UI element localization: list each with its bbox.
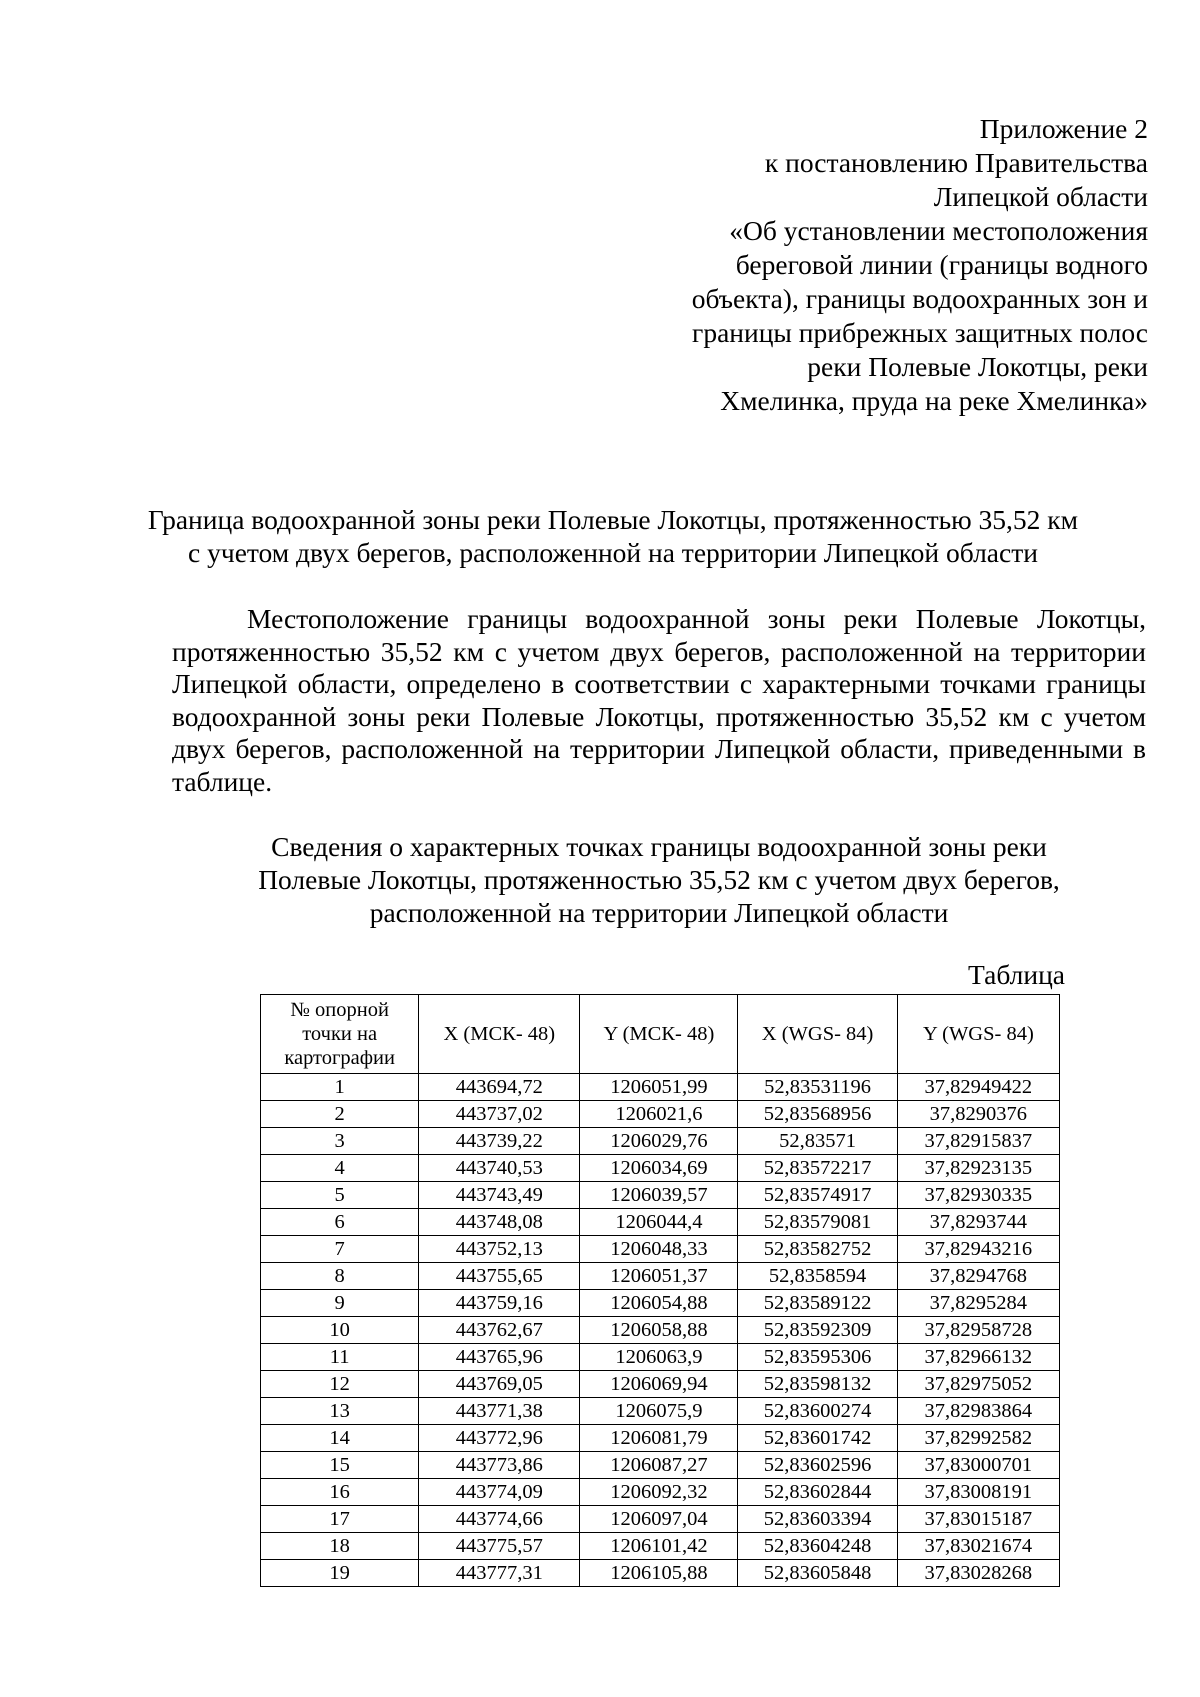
- caption-line-3: расположенной на территории Липецкой области: [369, 897, 949, 928]
- header-x-wgs: X (WGS- 84): [738, 995, 897, 1074]
- table-row: [261, 1317, 1060, 1344]
- cell-y-msk: 1206092,32: [580, 1479, 738, 1506]
- cell-y-wgs: 37,82983864: [897, 1398, 1059, 1425]
- cell-y-msk: 1206048,33: [580, 1236, 738, 1263]
- cell-y-wgs: 37,8294768: [897, 1263, 1059, 1290]
- cell-x-wgs: 52,83579081: [738, 1209, 897, 1236]
- heading-line-2: с учетом двух берегов, расположенной на территории Липецкой области: [188, 537, 1038, 568]
- cell-point-number: 9: [261, 1290, 419, 1317]
- table-row: [261, 1128, 1060, 1155]
- header-point-line: точки на: [302, 1023, 378, 1045]
- cell-point-number: 10: [261, 1317, 419, 1344]
- cell-y-wgs: 37,82930335: [897, 1182, 1059, 1209]
- cell-x-wgs: 52,83602596: [738, 1452, 897, 1479]
- appendix-line: Хмелинка, пруда на реке Хмелинка»: [720, 385, 1148, 416]
- cell-x-wgs: 52,83600274: [738, 1398, 897, 1425]
- cell-y-msk: 1206039,57: [580, 1182, 738, 1209]
- cell-y-msk: 1206044,4: [580, 1209, 738, 1236]
- table-row: [261, 1290, 1060, 1317]
- cell-x-msk: 443774,09: [419, 1479, 580, 1506]
- cell-x-wgs: 52,83601742: [738, 1425, 897, 1452]
- heading-line-1: Граница водоохранной зоны реки Полевые Локотцы, протяженностью 35,52 км: [147, 504, 1079, 535]
- cell-x-wgs: 52,8358594: [738, 1263, 897, 1290]
- table-row: [261, 1533, 1060, 1560]
- cell-y-msk: 1206051,99: [580, 1074, 738, 1101]
- appendix-line: Липецкой области: [933, 181, 1148, 212]
- cell-y-msk: 1206101,42: [580, 1533, 738, 1560]
- cell-x-msk: 443752,13: [419, 1236, 580, 1263]
- table-row: [261, 1452, 1060, 1479]
- cell-x-wgs: 52,83574917: [738, 1182, 897, 1209]
- cell-point-number: 3: [261, 1128, 419, 1155]
- cell-point-number: 11: [261, 1344, 419, 1371]
- cell-y-msk: 1206097,04: [580, 1506, 738, 1533]
- cell-x-wgs: 52,83604248: [738, 1533, 897, 1560]
- cell-x-msk: 443759,16: [419, 1290, 580, 1317]
- cell-x-msk: 443762,67: [419, 1317, 580, 1344]
- body-paragraph: Местоположение границы водоохранной зоны реки Полевые Локотцы, протяженностью 35,52 км с учетом двух берегов, расположенной на территории Липецкой области, определено в соответствии с характерными точками границы водоохранной зоны реки Полевые Локотцы, протяженностью 35,52 км с учетом двух берегов, расположенной на территории Липецкой области, приведенными в таблице.: [172, 603, 1146, 797]
- cell-y-wgs: 37,82923135: [897, 1155, 1059, 1182]
- cell-y-wgs: 37,8293744: [897, 1209, 1059, 1236]
- table-row: [261, 1209, 1060, 1236]
- cell-point-number: 12: [261, 1371, 419, 1398]
- cell-y-wgs: 37,82943216: [897, 1236, 1059, 1263]
- cell-y-wgs: 37,82966132: [897, 1344, 1059, 1371]
- cell-x-wgs: 52,83603394: [738, 1506, 897, 1533]
- document-heading: [80, 503, 1146, 569]
- cell-x-msk: 443740,53: [419, 1155, 580, 1182]
- cell-y-wgs: 37,83008191: [897, 1479, 1059, 1506]
- cell-point-number: 2: [261, 1101, 419, 1128]
- cell-x-wgs: 52,83595306: [738, 1344, 897, 1371]
- cell-y-wgs: 37,8295284: [897, 1290, 1059, 1317]
- table-label: Таблица: [968, 959, 1065, 990]
- cell-x-msk: 443772,96: [419, 1425, 580, 1452]
- table-row: [261, 1560, 1060, 1587]
- caption-line-2: Полевые Локотцы, протяженностью 35,52 км с учетом двух берегов,: [258, 864, 1060, 895]
- cell-x-msk: 443777,31: [419, 1560, 580, 1587]
- header-point-line: картографии: [284, 1047, 395, 1069]
- table-row: [261, 1074, 1060, 1101]
- cell-x-wgs: 52,83571: [738, 1128, 897, 1155]
- appendix-line: «Об установлении местоположения: [729, 215, 1148, 246]
- header-point-line: № опорной: [290, 999, 389, 1021]
- table-row: [261, 1371, 1060, 1398]
- table-row: [261, 1425, 1060, 1452]
- cell-y-msk: 1206054,88: [580, 1290, 738, 1317]
- cell-y-wgs: 37,82949422: [897, 1074, 1059, 1101]
- cell-x-msk: 443748,08: [419, 1209, 580, 1236]
- appendix-line: к постановлению Правительства: [764, 147, 1148, 178]
- cell-x-msk: 443755,65: [419, 1263, 580, 1290]
- cell-x-wgs: 52,83589122: [738, 1290, 897, 1317]
- cell-y-wgs: 37,8290376: [897, 1101, 1059, 1128]
- header-x-msk: X (МСК- 48): [419, 995, 580, 1074]
- table-row: [261, 1182, 1060, 1209]
- header-point-number: [261, 995, 419, 1074]
- table-row: [261, 1263, 1060, 1290]
- cell-y-msk: 1206029,76: [580, 1128, 738, 1155]
- cell-x-wgs: 52,83598132: [738, 1371, 897, 1398]
- cell-point-number: 19: [261, 1560, 419, 1587]
- cell-point-number: 4: [261, 1155, 419, 1182]
- cell-y-msk: 1206087,27: [580, 1452, 738, 1479]
- table-caption: [172, 830, 1146, 929]
- cell-x-wgs: 52,83592309: [738, 1317, 897, 1344]
- cell-point-number: 16: [261, 1479, 419, 1506]
- points-table: [260, 994, 1060, 1587]
- caption-line-1: Сведения о характерных точках границы водоохранной зоны реки: [271, 831, 1047, 862]
- cell-y-msk: 1206105,88: [580, 1560, 738, 1587]
- cell-x-wgs: 52,83572217: [738, 1155, 897, 1182]
- table-row: [261, 1101, 1060, 1128]
- cell-x-msk: 443775,57: [419, 1533, 580, 1560]
- cell-y-msk: 1206081,79: [580, 1425, 738, 1452]
- cell-x-msk: 443769,05: [419, 1371, 580, 1398]
- cell-y-msk: 1206075,9: [580, 1398, 738, 1425]
- cell-y-msk: 1206063,9: [580, 1344, 738, 1371]
- cell-point-number: 17: [261, 1506, 419, 1533]
- cell-x-msk: 443765,96: [419, 1344, 580, 1371]
- appendix-block: [588, 112, 1148, 418]
- cell-x-wgs: 52,83605848: [738, 1560, 897, 1587]
- cell-x-wgs: 52,83582752: [738, 1236, 897, 1263]
- table-row: [261, 1398, 1060, 1425]
- cell-y-wgs: 37,82975052: [897, 1371, 1059, 1398]
- cell-y-msk: 1206051,37: [580, 1263, 738, 1290]
- cell-point-number: 13: [261, 1398, 419, 1425]
- appendix-line: береговой линии (границы водного: [735, 249, 1148, 280]
- table-body: [261, 1074, 1060, 1587]
- cell-x-msk: 443771,38: [419, 1398, 580, 1425]
- cell-x-msk: 443737,02: [419, 1101, 580, 1128]
- cell-x-msk: 443743,49: [419, 1182, 580, 1209]
- cell-y-wgs: 37,83021674: [897, 1533, 1059, 1560]
- cell-x-wgs: 52,83602844: [738, 1479, 897, 1506]
- header-y-msk: Y (МСК- 48): [580, 995, 738, 1074]
- cell-point-number: 7: [261, 1236, 419, 1263]
- table-row: [261, 1155, 1060, 1182]
- cell-y-wgs: 37,82915837: [897, 1128, 1059, 1155]
- table-row: [261, 1506, 1060, 1533]
- table-row: [261, 1479, 1060, 1506]
- cell-y-msk: 1206058,88: [580, 1317, 738, 1344]
- cell-y-wgs: 37,82992582: [897, 1425, 1059, 1452]
- cell-y-wgs: 37,83015187: [897, 1506, 1059, 1533]
- cell-y-wgs: 37,83028268: [897, 1560, 1059, 1587]
- cell-x-wgs: 52,83568956: [738, 1101, 897, 1128]
- cell-x-msk: 443773,86: [419, 1452, 580, 1479]
- cell-point-number: 5: [261, 1182, 419, 1209]
- cell-y-msk: 1206034,69: [580, 1155, 738, 1182]
- cell-x-wgs: 52,83531196: [738, 1074, 897, 1101]
- table-row: [261, 1344, 1060, 1371]
- cell-point-number: 15: [261, 1452, 419, 1479]
- appendix-line: Приложение 2: [979, 113, 1148, 144]
- appendix-line: границы прибрежных защитных полос: [692, 317, 1148, 348]
- header-y-wgs: Y (WGS- 84): [897, 995, 1059, 1074]
- table-row: [261, 1236, 1060, 1263]
- cell-x-msk: 443694,72: [419, 1074, 580, 1101]
- cell-y-msk: 1206069,94: [580, 1371, 738, 1398]
- cell-point-number: 6: [261, 1209, 419, 1236]
- cell-point-number: 18: [261, 1533, 419, 1560]
- table-header-row: [261, 995, 1060, 1074]
- cell-y-msk: 1206021,6: [580, 1101, 738, 1128]
- cell-y-wgs: 37,82958728: [897, 1317, 1059, 1344]
- cell-x-msk: 443774,66: [419, 1506, 580, 1533]
- cell-point-number: 8: [261, 1263, 419, 1290]
- appendix-line: объекта), границы водоохранных зон и: [691, 283, 1148, 314]
- cell-y-wgs: 37,83000701: [897, 1452, 1059, 1479]
- appendix-line: реки Полевые Локотцы, реки: [807, 351, 1148, 382]
- cell-x-msk: 443739,22: [419, 1128, 580, 1155]
- cell-point-number: 14: [261, 1425, 419, 1452]
- cell-point-number: 1: [261, 1074, 419, 1101]
